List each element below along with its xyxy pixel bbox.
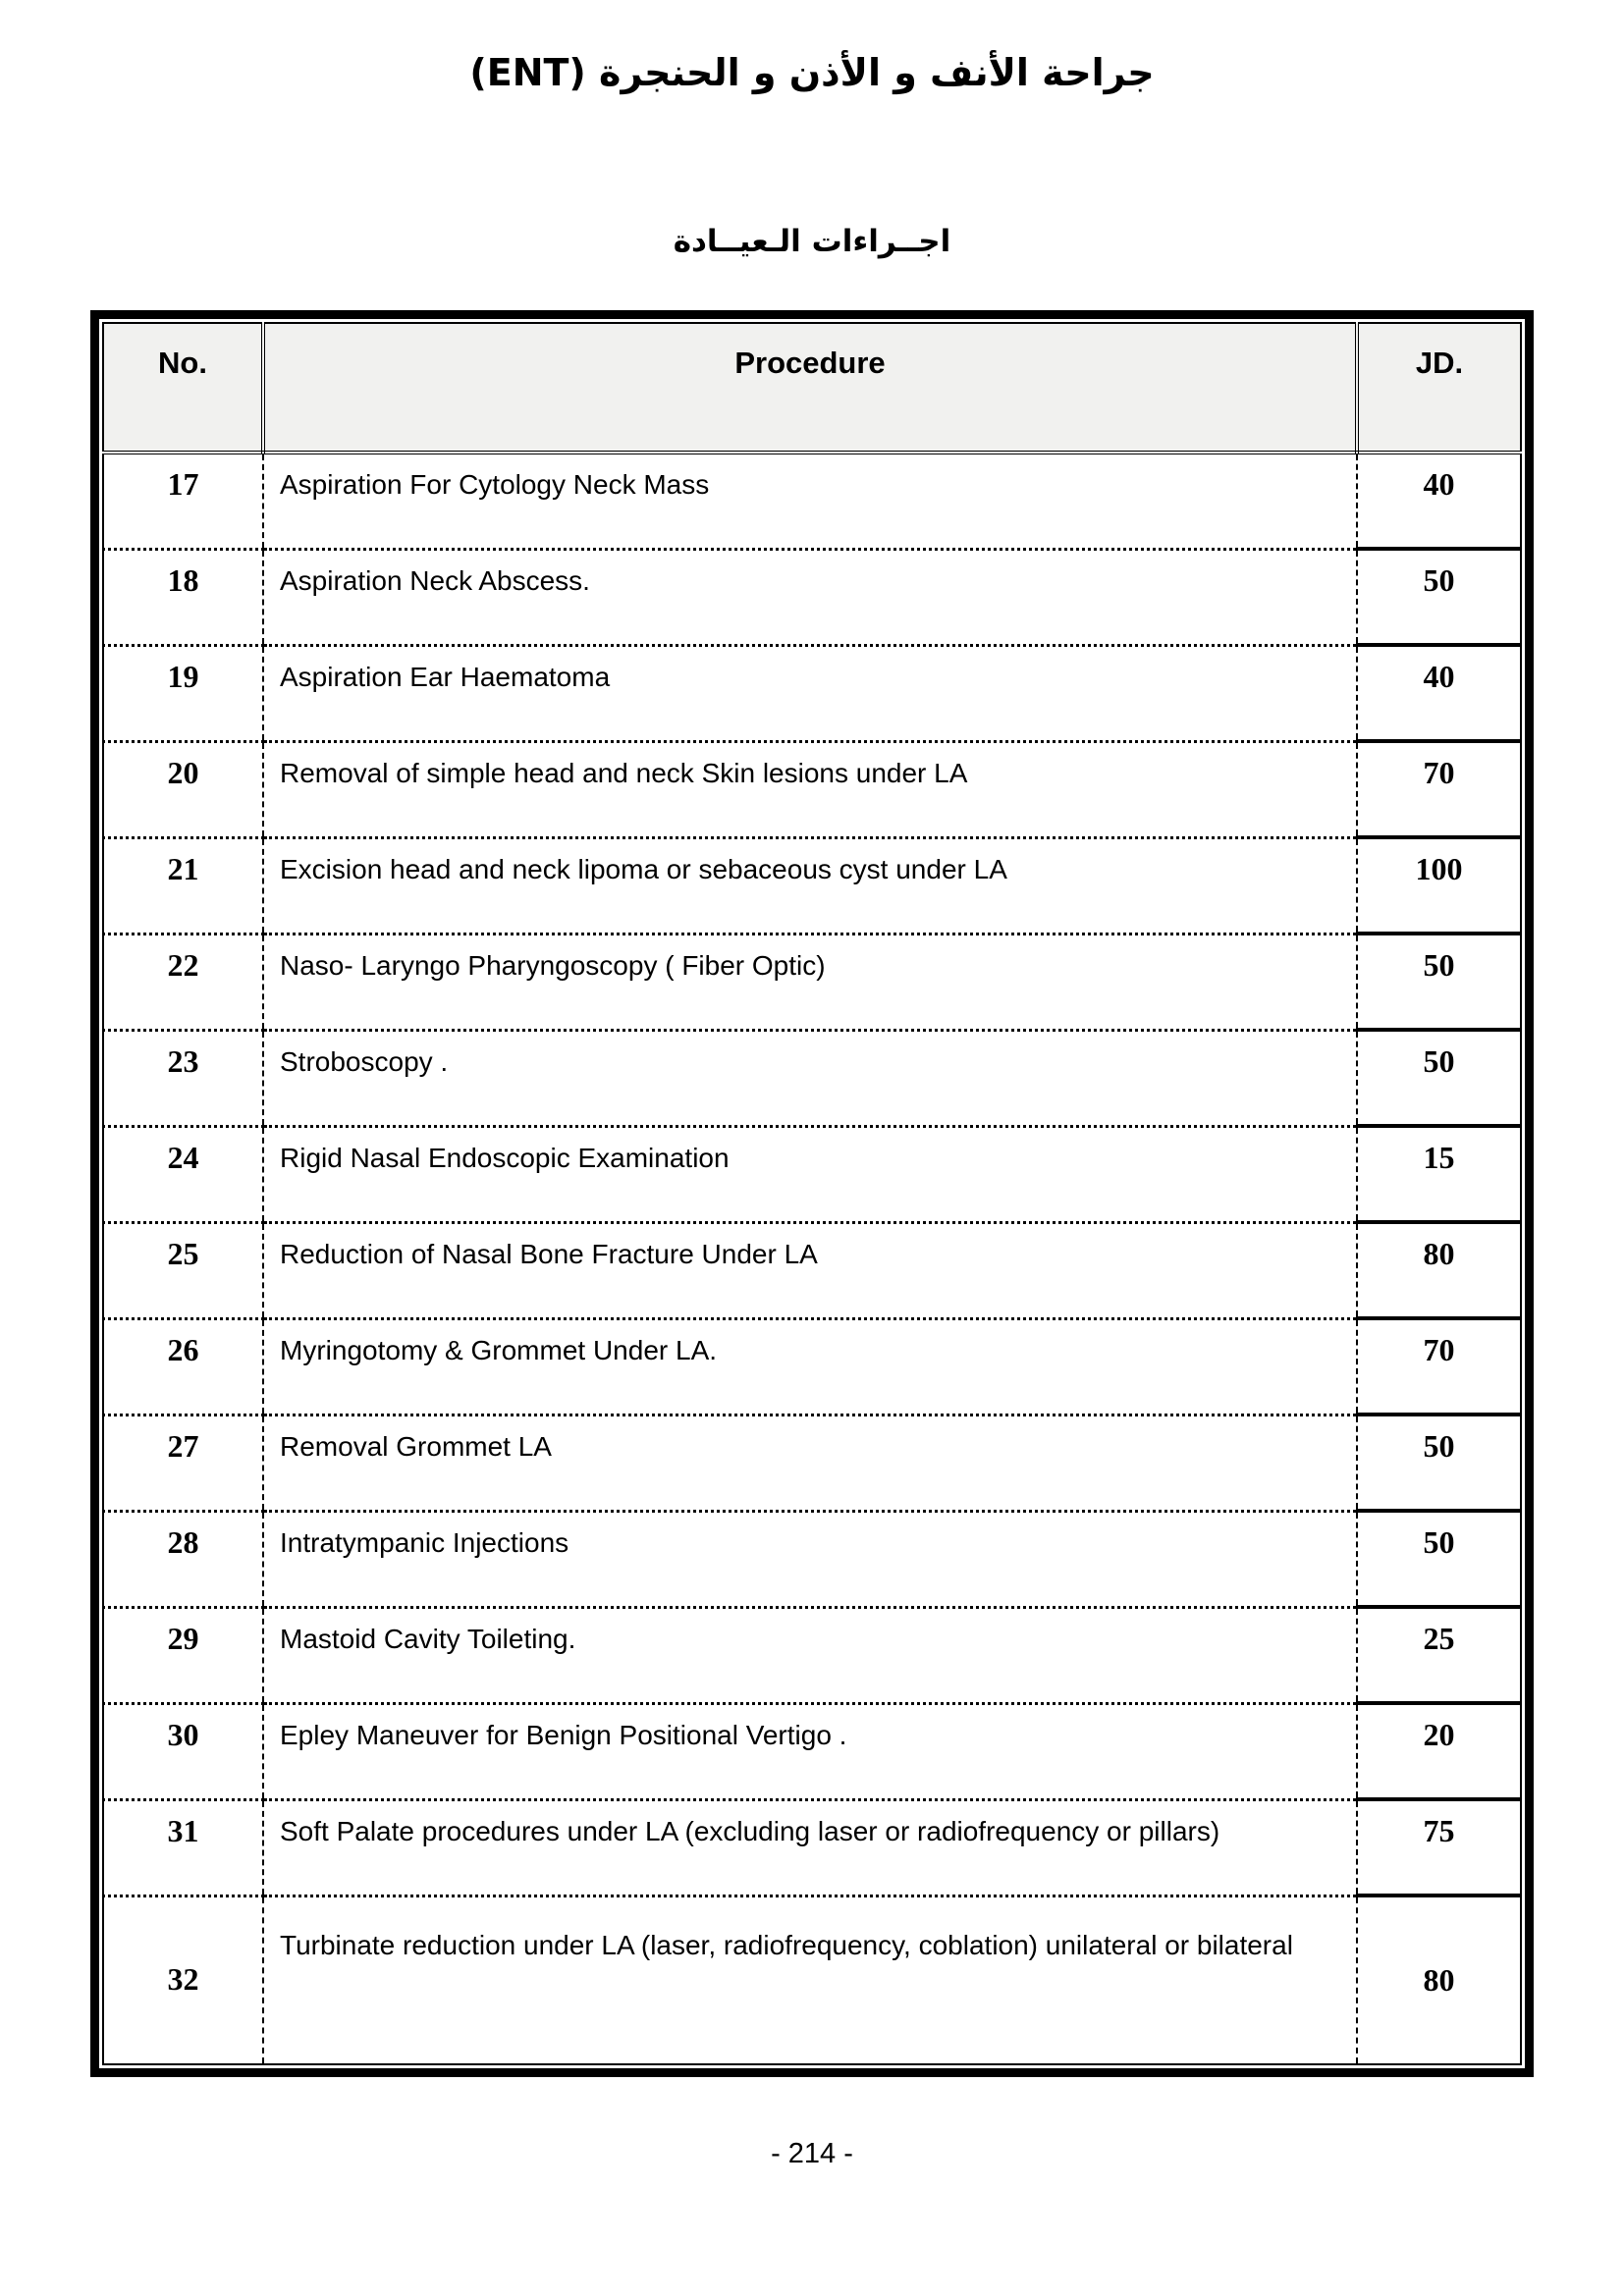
table-row [103, 453, 1521, 549]
page-subtitle: اجــراءات الـعيــادة [673, 224, 951, 259]
cell-no: 18 [103, 549, 263, 645]
cell-no: 19 [103, 645, 263, 741]
cell-jd: 50 [1357, 549, 1521, 645]
cell-no: 31 [103, 1799, 263, 1896]
cell-procedure: Naso- Laryngo Pharyngoscopy ( Fiber Optic) [263, 934, 1357, 1030]
table-body [103, 453, 1521, 2064]
cell-no: 25 [103, 1222, 263, 1318]
cell-procedure: Removal of simple head and neck Skin lesions under LA [263, 741, 1357, 837]
cell-jd: 40 [1357, 645, 1521, 741]
table-row [103, 1799, 1521, 1896]
table-row [103, 934, 1521, 1030]
cell-jd: 70 [1357, 1318, 1521, 1415]
cell-jd: 20 [1357, 1703, 1521, 1799]
cell-procedure: Stroboscopy . [263, 1030, 1357, 1126]
cell-procedure: Reduction of Nasal Bone Fracture Under LA [263, 1222, 1357, 1318]
table-row [103, 645, 1521, 741]
cell-procedure: Soft Palate procedures under LA (excluding laser or radiofrequency or pillars) [263, 1799, 1357, 1896]
header-jd: JD. [1357, 323, 1521, 453]
page-number: - 214 - [771, 2138, 853, 2169]
table-row [103, 1126, 1521, 1222]
cell-no: 24 [103, 1126, 263, 1222]
page-title: جراحة الأنف و الأذن و الحنجرة (ENT) [469, 51, 1155, 94]
cell-jd: 50 [1357, 1511, 1521, 1607]
cell-procedure: Intratympanic Injections [263, 1511, 1357, 1607]
cell-jd: 40 [1357, 453, 1521, 549]
table-row [103, 549, 1521, 645]
table-row [103, 1896, 1521, 2064]
cell-jd: 25 [1357, 1607, 1521, 1703]
cell-no: 20 [103, 741, 263, 837]
cell-jd: 50 [1357, 1030, 1521, 1126]
cell-no: 30 [103, 1703, 263, 1799]
table-row [103, 1607, 1521, 1703]
cell-procedure: Turbinate reduction under LA (laser, radiofrequency, coblation) unilateral or bilateral [263, 1896, 1357, 2064]
cell-procedure: Myringotomy & Grommet Under LA. [263, 1318, 1357, 1415]
table-row [103, 1511, 1521, 1607]
cell-no: 28 [103, 1511, 263, 1607]
cell-jd: 80 [1357, 1222, 1521, 1318]
cell-jd: 50 [1357, 934, 1521, 1030]
cell-no: 22 [103, 934, 263, 1030]
cell-jd: 100 [1357, 837, 1521, 934]
table-row [103, 741, 1521, 837]
table-row [103, 1222, 1521, 1318]
table-row [103, 1318, 1521, 1415]
cell-no: 32 [103, 1896, 263, 2064]
cell-procedure: Aspiration Ear Haematoma [263, 645, 1357, 741]
cell-procedure: Epley Maneuver for Benign Positional Vertigo . [263, 1703, 1357, 1799]
table-row [103, 837, 1521, 934]
cell-no: 23 [103, 1030, 263, 1126]
procedures-table [102, 322, 1522, 2065]
cell-procedure: Excision head and neck lipoma or sebaceous cyst under LA [263, 837, 1357, 934]
cell-jd: 70 [1357, 741, 1521, 837]
table-header-row [103, 323, 1521, 453]
cell-no: 17 [103, 453, 263, 549]
cell-jd: 50 [1357, 1415, 1521, 1511]
cell-no: 26 [103, 1318, 263, 1415]
cell-procedure: Mastoid Cavity Toileting. [263, 1607, 1357, 1703]
cell-procedure: Rigid Nasal Endoscopic Examination [263, 1126, 1357, 1222]
cell-jd: 75 [1357, 1799, 1521, 1896]
cell-jd: 80 [1423, 1961, 1455, 1998]
header-procedure: Procedure [263, 323, 1357, 453]
table-row [103, 1030, 1521, 1126]
procedures-table-frame [90, 310, 1534, 2077]
header-no: No. [103, 323, 263, 453]
cell-procedure: Removal Grommet LA [263, 1415, 1357, 1511]
table-row [103, 1415, 1521, 1511]
cell-procedure: Aspiration Neck Abscess. [263, 549, 1357, 645]
cell-jd: 15 [1357, 1126, 1521, 1222]
cell-no: 29 [103, 1607, 263, 1703]
cell-procedure: Aspiration For Cytology Neck Mass [263, 453, 1357, 549]
table-row [103, 1703, 1521, 1799]
cell-no: 27 [103, 1415, 263, 1511]
cell-no: 21 [103, 837, 263, 934]
